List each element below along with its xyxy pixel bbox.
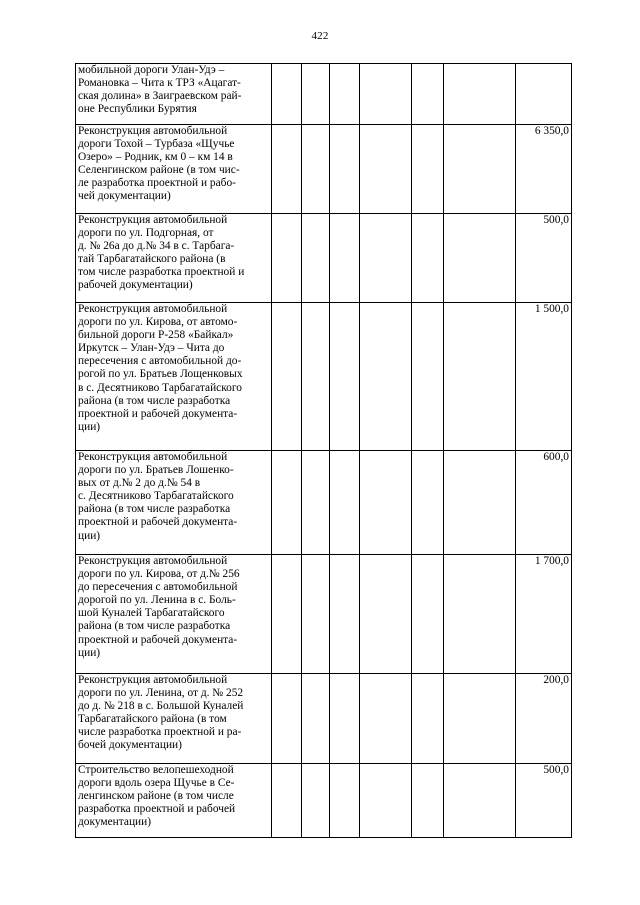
empty-cell	[302, 125, 330, 214]
row-amount: 200,0	[516, 674, 572, 764]
empty-cell	[272, 303, 302, 451]
row-description: Реконструкция автомобильной дороги по ул. Братьев Лошенко- вых от д.№ 2 до д.№ 54 в с. Десятниково Тарбагатайского района (в том числе разработка проектной и рабочей документа- ции)	[76, 451, 272, 555]
empty-cell	[444, 64, 516, 125]
row-amount	[516, 64, 572, 125]
empty-cell	[412, 303, 444, 451]
empty-cell	[302, 674, 330, 764]
row-amount: 600,0	[516, 451, 572, 555]
empty-cell	[272, 674, 302, 764]
empty-cell	[360, 674, 412, 764]
empty-cell	[330, 555, 360, 674]
empty-cell	[444, 214, 516, 303]
empty-cell	[412, 64, 444, 125]
empty-cell	[444, 451, 516, 555]
empty-cell	[412, 555, 444, 674]
empty-cell	[272, 125, 302, 214]
table-row	[76, 555, 572, 674]
empty-cell	[444, 764, 516, 838]
empty-cell	[302, 214, 330, 303]
row-amount: 6 350,0	[516, 125, 572, 214]
row-amount: 500,0	[516, 764, 572, 838]
empty-cell	[412, 214, 444, 303]
empty-cell	[360, 764, 412, 838]
empty-cell	[302, 303, 330, 451]
row-amount: 1 700,0	[516, 555, 572, 674]
empty-cell	[412, 451, 444, 555]
empty-cell	[330, 64, 360, 125]
empty-cell	[272, 64, 302, 125]
empty-cell	[330, 674, 360, 764]
empty-cell	[330, 125, 360, 214]
empty-cell	[360, 555, 412, 674]
empty-cell	[444, 674, 516, 764]
empty-cell	[302, 555, 330, 674]
empty-cell	[412, 764, 444, 838]
row-description: Реконструкция автомобильной дороги по ул. Ленина, от д. № 252 до д. № 218 в с. Большой Куналей Тарбагатайского района (в том числе разработка проектной и ра- бочей документации)	[76, 674, 272, 764]
empty-cell	[330, 764, 360, 838]
row-amount: 500,0	[516, 214, 572, 303]
empty-cell	[302, 64, 330, 125]
row-description: мобильной дороги Улан-Удэ – Романовка – Чита к ТРЗ «Ацагат- ская долина» в Заиграевском рай- оне Республики Бурятия	[76, 64, 272, 125]
empty-cell	[272, 214, 302, 303]
table-row	[76, 303, 572, 451]
empty-cell	[272, 764, 302, 838]
empty-cell	[360, 451, 412, 555]
empty-cell	[444, 555, 516, 674]
page-number: 422	[311, 30, 329, 42]
empty-cell	[302, 764, 330, 838]
empty-cell	[360, 214, 412, 303]
empty-cell	[272, 555, 302, 674]
empty-cell	[360, 64, 412, 125]
row-description: Реконструкция автомобильной дороги по ул. Кирова, от д.№ 256 до пересечения с автомобильной дорогой по ул. Ленина в с. Боль- шой Куналей Тарбагатайского района (в том числе разработка проектной и рабочей документа- ции)	[76, 555, 272, 674]
empty-cell	[272, 451, 302, 555]
table-row	[76, 64, 572, 125]
empty-cell	[330, 451, 360, 555]
row-description: Реконструкция автомобильной дороги Тохой – Турбаза «Щучье Озеро» – Родник, км 0 – км 14 в Селенгинском районе (в том чис- ле разработка проектной и рабо- чей документации)	[76, 125, 272, 214]
empty-cell	[412, 125, 444, 214]
table-row	[76, 451, 572, 555]
empty-cell	[330, 303, 360, 451]
empty-cell	[302, 451, 330, 555]
row-description: Реконструкция автомобильной дороги по ул. Подгорная, от д. № 26а до д.№ 34 в с. Тарбага- тай Тарбагатайского района (в том числе разработка проектной и рабочей документации)	[76, 214, 272, 303]
table-row	[76, 764, 572, 838]
table-row	[76, 214, 572, 303]
table-row	[76, 125, 572, 214]
empty-cell	[330, 214, 360, 303]
empty-cell	[444, 303, 516, 451]
empty-cell	[360, 125, 412, 214]
empty-cell	[412, 674, 444, 764]
row-description: Реконструкция автомобильной дороги по ул. Кирова, от автомо- бильной дороги Р-258 «Байкал» Иркутск – Улан-Удэ – Чита до пересечения с автомобильной до- рогой по ул. Братьев Лощенковых в с. Десятниково Тарбагатайского района (в том числе разработка проектной и рабочей документа- ции)	[76, 303, 272, 451]
table-row	[76, 674, 572, 764]
budget-table	[75, 63, 572, 838]
row-amount: 1 500,0	[516, 303, 572, 451]
empty-cell	[444, 125, 516, 214]
empty-cell	[360, 303, 412, 451]
row-description: Строительство велопешеходной дороги вдоль озера Щучье в Се- ленгинском районе (в том числе разработка проектной и рабочей документации)	[76, 764, 272, 838]
table-body	[76, 64, 572, 838]
